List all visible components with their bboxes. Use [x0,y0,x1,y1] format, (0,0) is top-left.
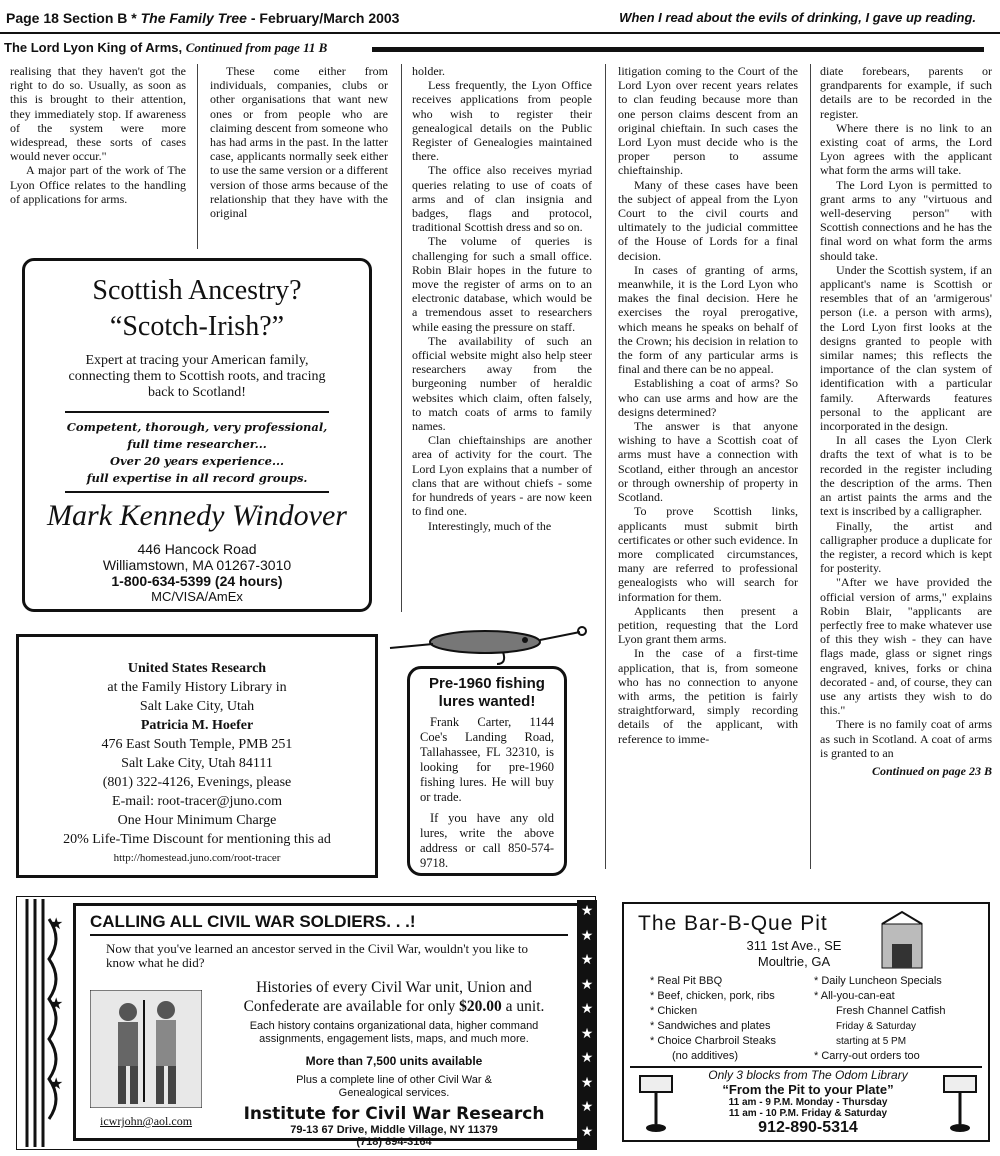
ad-scottish-ancestry: Scottish Ancestry? “Scotch-Irish?” Expert at tracing your American family, connecting them to Scottish roots, and tracing back to Scotland! Competent, thorough, very professional, full time researcher... Over 20 years experience... full expertise in all record groups. Mark Kennedy Windover 446 Hancock Road Williamstown, MA 01267-3010 1-800-634-5399 (24 hours) MC/VISA/AmEx [22,258,372,612]
continued-on: Continued on page 23 B [871,763,992,778]
page-number: Page 18 Section B * [6,10,137,26]
continued-from: Continued from page 11 B [185,40,328,55]
column-divider [401,64,402,612]
fishing-lure-icon [385,618,590,668]
ad-description: Expert at tracing your American family, connecting them to Scottish roots, and tracing back to Scotland! [68,353,326,400]
ad-subtitle: “Scotch-Irish?” [109,311,285,342]
table-lamp-icon [636,1074,676,1136]
column-divider [810,64,811,869]
ad-civil-war: ★ ★ ★ CALLING ALL CIVIL WAR SOLDIERS. . .! Now that you've learned an ancestor served in the Civil War, wouldn't you like to know what he did? Histories of every Civil War unit, Union and Confederate are available for only $20.00 a unit. Each history contains organizational data, higher command assignments, engagement lists, maps, and much more. More than 7,500 units available Plus a complete line of other Civil War & Genealogical services. Institute for Civil War Research 79-13 67 Drive, Middle Village, NY 11379 (718) 894-3164 icwrjohn@aol.com [16,896,596,1150]
ad-email: E-mail: root-tracer@juno.com [112,794,282,809]
ad-fishing-lures: Pre-1960 fishing lures wanted! Frank Carter, 1144 Coe's Landing Road, Tallahassee, FL 32310, is looking for pre-1960 fishing lures. He will buy or trade. If you have any old lures, write the above address or call 850-574-9718. [407,666,567,876]
ad-signature-name: Mark Kennedy Windover [47,499,347,532]
article-column-4: litigation coming to the Court of the Lord Lyon over recent years relates to clan feuding because more than one person claims descent from an original chieftain. In such cases the Lord Lyon must decide who is the proper person to assume chieftainship. Many of these cases have been the subject of appeal from the Lyon Court to the civil courts and ultimately to the judicial committee of the House of Lords for a final decision. In cases of granting of arms, meanwhile, it is the Lord Lyon who makes the final decision. Here he exercises the royal prerogative, which means he speaks on behalf of the Crown; his decision in relation to the form of any particular arms is final and there can be no appeal. Establishing a coat of arms? So who can use arms and how are the designs determined? The answer is that anyone wishing to have a Scottish coat of arms must have a connection with Scotland, either through an ancestor or through ownership of property in Scotland. To prove Scottish links, applicants must submit birth certificates or other such evidence. In more complicated circumstances, many are referred to professional genealogists who will search for information for them. Applicants then present a petition, requesting that the Lord Lyon grant them arms. In the case of a first-time application, that is, from someone who has no connection to anyone with arms, the petition is fairly straightforward, simply recording details of the applicant, with reference to imme- [618,64,798,746]
article-column-3: holder. Less frequently, the Lyon Office receives applications from people who wish to register their genealogical details on the Public Register of Genealogies maintained there. The office also receives myriad queries relating to use of coats of arms and of clan insignia and badges, flags and protocol, traditional Scottish dress and so on. The volume of queries is challenging for such a small office. Robin Blair hopes in the future to move the register of arms on to an electronic database, which would be a tremendous asset to researchers while easing the pressure on staff. The availability of such an official website might also help steer researchers away from the burgeoning number of heraldic websites which claim, often falsely, to match coats of arms to family names. Clan chieftainships are another area of activity for the court. The Lord Lyon explains that a number of clans that are without chiefs - some for hundreds of years - are now keen to find one. Interestingly, much of the [412,64,592,533]
header-rule [0,32,1000,34]
soldiers-illustration-icon [90,990,202,1108]
svg-text:★: ★ [49,916,64,933]
column-divider [197,64,198,249]
flag-bunting-icon [19,899,71,1147]
article-column-2: These come either from individuals, companies, clubs or other organisations that want new ones or from people who are claiming descent from someone who has had arms in the past. In the latter case, applicants normally seek either to use the same version or a different version of those arms because of the relationship that they have with the original [210,64,388,221]
svg-text:★: ★ [49,996,64,1013]
article-title: The Lord Lyon King of Arms, Continued from page 11 B [4,40,328,55]
article-column-1: realising that they haven't got the right to do so. Usually, as soon as this is brought to their attention, they immediately stop. If awareness of the system were more widespread, these sorts of cases would never occur." A major part of the work of The Lyon Office relates to the handling of applications for arms. [10,64,186,206]
svg-text:★: ★ [49,1076,64,1093]
page-header [6,10,399,26]
ad-title: CALLING ALL CIVIL WAR SOLDIERS. . .! [90,912,416,931]
ad-price: $20.00 [459,998,502,1015]
article-column-5: diate forebears, parents or grandparents for example, if such details are to be recorded in the register. Where there is no link to an existing coat of arms, the Lord Lyon agrees with the applicant what form the arms will take. The Lord Lyon is permitted to grant arms to any "virtuous and well-deserving person" with Scottish connections and he has the final word on what form the arms should take. Under the Scottish system, if an applicant's name is Scottish or resembles that of an 'armigerous' person (i.e. a person with arms), the Lord Lyon first looks at the designs granted to people with similar names; this reflects the importance of the clan system of identification with a particular family. Afterwards features personal to the applicant are incorporated in the design. In all cases the Lyon Clerk drafts the text of what is to be recorded in the register including the description of the arms. Then an artist paints the arms and the text is inscribed by a calligrapher. Finally, the artist and calligrapher produce a duplicate for the register, a record which is kept for posterity. "After we have provided the official version of arms," explains Robin Blair, "applicants are perfectly free to make whatever use of this they wish - they can have flags made, glass or signet rings engraved, knives, forks or china decorated - and, of course, they can use any artists they wish to do this." There is no family coat of arms as such in Scotland. A coat of arms is granted to an Continued on page 23 B [820,64,992,778]
ad-us-research: United States Research at the Family History Library in Salt Lake City, Utah Patricia M. Hoefer 476 East South Temple, PMB 251 Salt Lake City, Utah 84111 (801) 322-4126, Evenings, please E-mail: root-tracer@juno.com One Hour Minimum Charge 20% Life-Time Discount for mentioning this ad http://homestead.juno.com/root-tracer [16,634,378,878]
ad-email: icwrjohn@aol.com [100,1114,193,1128]
ad-slogan: “From the Pit to your Plate” [722,1082,894,1097]
ad-url: http://homestead.juno.com/root-tracer [113,852,281,864]
issue-date: - February/March 2003 [250,10,400,26]
institute-name: Institute for Civil War Research [243,1104,545,1124]
header-quote: When I read about the evils of drinking, I gave up reading. [619,10,976,25]
ad-title: Pre-1960 fishing lures wanted! [429,675,545,710]
ad-phone: 912-890-5314 [758,1119,858,1136]
title-rule [372,47,984,52]
ad-bbq-pit: The Bar-B-Que Pit 311 1st Ave., SE Moultrie, GA * Real Pit BBQ * Beef, chicken, pork, ribs * Chicken * Sandwiches and plates * Choice Charbroil Steaks (no additives) * Daily Luncheon Specials * All-you-can-eat Fresh Channel Catfish Friday & Saturday starting at 5 PM * Carry-out orders too Only 3 blocks from The Odom Library “From the Pit to your Plate” 11 am - 9 P.M. Monday - Thursday 11 am - 10 P.M. Friday & Saturday 912-890-5314 [622,902,990,1142]
column-divider [605,64,606,869]
ad-title: Scottish Ancestry? [92,275,302,306]
table-lamp-icon [940,1074,980,1136]
paper-name: The Family Tree [140,10,247,26]
ad-phone: (718) 894-3164 [356,1136,432,1148]
star-strip: ★ ★ ★ ★ ★ ★ ★ ★ ★ ★ [577,900,597,1150]
barbecue-pit-icon [876,910,928,970]
ad-title: The Bar-B-Que Pit [638,912,828,935]
ad-phone: 1-800-634-5399 (24 hours) [111,573,283,589]
